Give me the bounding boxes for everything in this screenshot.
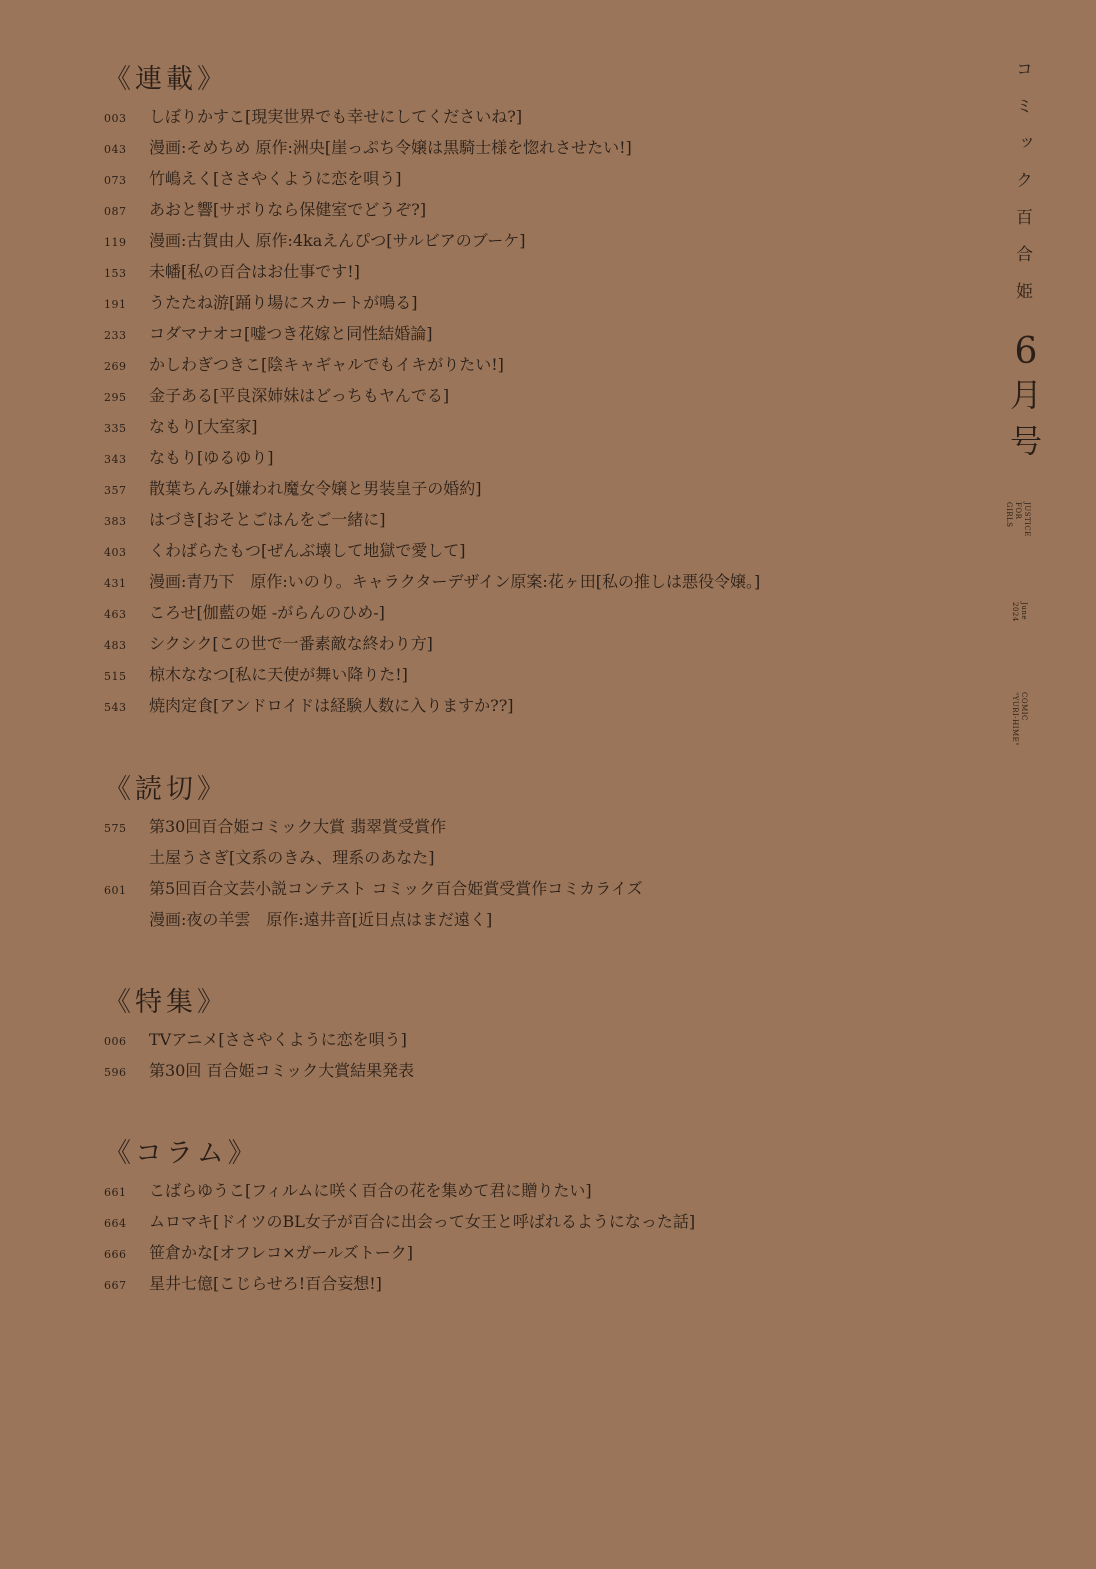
section-title-rensai: 《連載》 xyxy=(104,64,228,95)
brand-name xyxy=(1010,692,1028,746)
page-number: 666 xyxy=(104,1248,127,1261)
entry-title: うたたね游[踊り場にスカートが鳴る] xyxy=(149,293,418,312)
entry-title: 星井七億[こじらせろ!百合妄想!] xyxy=(149,1274,382,1293)
entry-title: 第30回 百合姫コミック大賞結果発表 xyxy=(149,1061,415,1080)
toc-entry xyxy=(104,259,924,290)
page-number: 087 xyxy=(104,205,127,218)
page-number: 596 xyxy=(104,1066,127,1079)
tagline xyxy=(1004,502,1031,537)
tagline-line-1: JUSTICE xyxy=(1023,502,1031,537)
section-title-yomikiri: 《読切》 xyxy=(104,774,228,805)
page-number: 667 xyxy=(104,1279,127,1292)
entry-title: こばらゆうこ[フィルムに咲く百合の花を集めて君に贈りたい] xyxy=(149,1181,592,1200)
page-number: 664 xyxy=(104,1217,127,1230)
entry-title: コダマナオコ[嘘つき花嫁と同性結婚論] xyxy=(149,324,433,343)
toc-entry xyxy=(104,1178,924,1209)
entry-title: しぼりかすこ[現実世界でも幸せにしてくださいね?] xyxy=(149,107,523,126)
brand-name-line-2: "YURI-HIME" xyxy=(1011,692,1019,747)
entry-title: あおと響[サボりなら保健室でどうぞ?] xyxy=(149,200,427,219)
page-number: 661 xyxy=(104,1186,127,1199)
toc-entry xyxy=(104,290,924,321)
toc-entry xyxy=(104,228,924,259)
entry-title: 第30回百合姫コミック大賞 翡翠賞受賞作 xyxy=(149,817,447,836)
page-number: 543 xyxy=(104,701,127,714)
toc-entry xyxy=(104,1027,924,1058)
page-number: 269 xyxy=(104,360,127,373)
entry-title: かしわぎつきこ[陰キャギャルでもイキがりたい!] xyxy=(149,355,504,374)
page-number: 357 xyxy=(104,484,127,497)
toc-entry xyxy=(104,538,924,569)
toc-entry xyxy=(104,569,924,600)
toc-entry xyxy=(104,1209,924,1240)
magazine-title: コミック百合姫 xyxy=(1012,60,1032,319)
tagline-line-2: FOR xyxy=(1014,502,1022,520)
toc-entry xyxy=(104,693,924,724)
toc-entry xyxy=(104,321,924,352)
toc-entry xyxy=(104,907,924,938)
toc-entry xyxy=(104,383,924,414)
entries-rensai xyxy=(104,104,924,724)
toc-entry xyxy=(104,876,924,907)
issue-date xyxy=(1010,602,1028,622)
toc-entry xyxy=(104,1240,924,1271)
entry-title: 漫画:そめちめ 原作:洲央[崖っぷち令嬢は黒騎士様を惚れさせたい!] xyxy=(149,138,632,157)
entry-title: TVアニメ[ささやくように恋を唄う] xyxy=(149,1030,407,1049)
toc-entry xyxy=(104,445,924,476)
entries-yomikiri xyxy=(104,814,924,938)
page-number: 431 xyxy=(104,577,127,590)
entry-title: 椋木ななつ[私に天使が舞い降りた!] xyxy=(149,665,408,684)
issue-suffix: 号 xyxy=(1009,422,1042,460)
entry-title: なもり[大室家] xyxy=(149,417,258,436)
entries-tokushu xyxy=(104,1027,924,1089)
toc-entry xyxy=(104,414,924,445)
page-number: 043 xyxy=(104,143,127,156)
toc-entry xyxy=(104,600,924,631)
section-rensai xyxy=(104,58,924,724)
issue-date-year: 2024 xyxy=(1011,602,1019,622)
entries-column xyxy=(104,1178,924,1302)
page-number: 295 xyxy=(104,391,127,404)
entry-title: ムロマキ[ドイツのBL女子が百合に出会って女王と呼ばれるようになった話] xyxy=(149,1212,696,1231)
issue-month: 月 xyxy=(1009,376,1042,414)
entry-title: 漫画:青乃下 原作:いのり。キャラクターデザイン原案:花ヶ田[私の推しは悪役令嬢。] xyxy=(149,572,761,591)
page-number: 233 xyxy=(104,329,127,342)
tagline-line-3: GIRLS xyxy=(1005,502,1013,528)
toc-entry xyxy=(104,197,924,228)
entry-title: くわばらたもつ[ぜんぶ壊して地獄で愛して] xyxy=(149,541,466,560)
toc-entry xyxy=(104,352,924,383)
toc-entry xyxy=(104,1058,924,1089)
page-number: 153 xyxy=(104,267,127,280)
brand-name-line-1: COMIC xyxy=(1020,692,1028,721)
section-column xyxy=(104,1132,924,1302)
page-number: 575 xyxy=(104,822,127,835)
toc-entry xyxy=(104,814,924,845)
toc-entry xyxy=(104,662,924,693)
page-number: 515 xyxy=(104,670,127,683)
page-number: 383 xyxy=(104,515,127,528)
section-title-tokushu: 《特集》 xyxy=(104,987,228,1018)
issue-date-month: June xyxy=(1020,602,1028,620)
page-number: 119 xyxy=(104,236,127,249)
toc-entry xyxy=(104,104,924,135)
section-title-column: 《コラム》 xyxy=(104,1138,259,1169)
page-number: 191 xyxy=(104,298,127,311)
entry-title: なもり[ゆるゆり] xyxy=(149,448,274,467)
toc-entry xyxy=(104,476,924,507)
entry-title: ころせ[伽藍の姫 -がらんのひめ-] xyxy=(149,603,385,622)
entry-title: 笹倉かな[オフレコ×ガールズトーク] xyxy=(149,1243,413,1262)
toc-entry xyxy=(104,631,924,662)
issue-number: 6 xyxy=(1014,331,1038,372)
toc-entry xyxy=(104,507,924,538)
section-tokushu xyxy=(104,981,924,1089)
entry-title: 未幡[私の百合はお仕事です!] xyxy=(149,262,360,281)
page-number: 003 xyxy=(104,112,127,125)
toc-entry xyxy=(104,1271,924,1302)
page-number: 463 xyxy=(104,608,127,621)
page-number: 073 xyxy=(104,174,127,187)
entry-title: 竹嶋えく[ささやくように恋を唄う] xyxy=(149,169,402,188)
entry-title: 漫画:古賀由人 原作:4kaえんぴつ[サルビアのブーケ] xyxy=(149,231,526,250)
entry-title: 漫画:夜の羊雲 原作:遠井音[近日点はまだ遠く] xyxy=(149,910,493,929)
page-number: 343 xyxy=(104,453,127,466)
entry-title: 土屋うさぎ[文系のきみ、理系のあなた] xyxy=(149,848,435,867)
toc-entry xyxy=(104,166,924,197)
table-of-contents xyxy=(104,58,924,1302)
entry-title: シクシク[この世で一番素敵な終わり方] xyxy=(149,634,433,653)
entry-title: 焼肉定食[アンドロイドは経験人数に入りますか??] xyxy=(149,696,514,715)
entry-title: はづき[おそとごはんをご一緒に] xyxy=(149,510,386,529)
entry-title: 金子ある[平良深姉妹はどっちもヤんでる] xyxy=(149,386,450,405)
page-number: 601 xyxy=(104,884,127,897)
section-yomikiri xyxy=(104,768,924,938)
page-number: 006 xyxy=(104,1035,127,1048)
page-number: 403 xyxy=(104,546,127,559)
page-number: 335 xyxy=(104,422,127,435)
toc-entry xyxy=(104,845,924,876)
entry-title: 第5回百合文芸小説コンテスト コミック百合姫賞受賞作コミカライズ xyxy=(149,879,643,898)
page-number: 483 xyxy=(104,639,127,652)
entry-title: 散葉ちんみ[嫌われ魔女令嬢と男装皇子の婚約] xyxy=(149,479,482,498)
toc-entry xyxy=(104,135,924,166)
